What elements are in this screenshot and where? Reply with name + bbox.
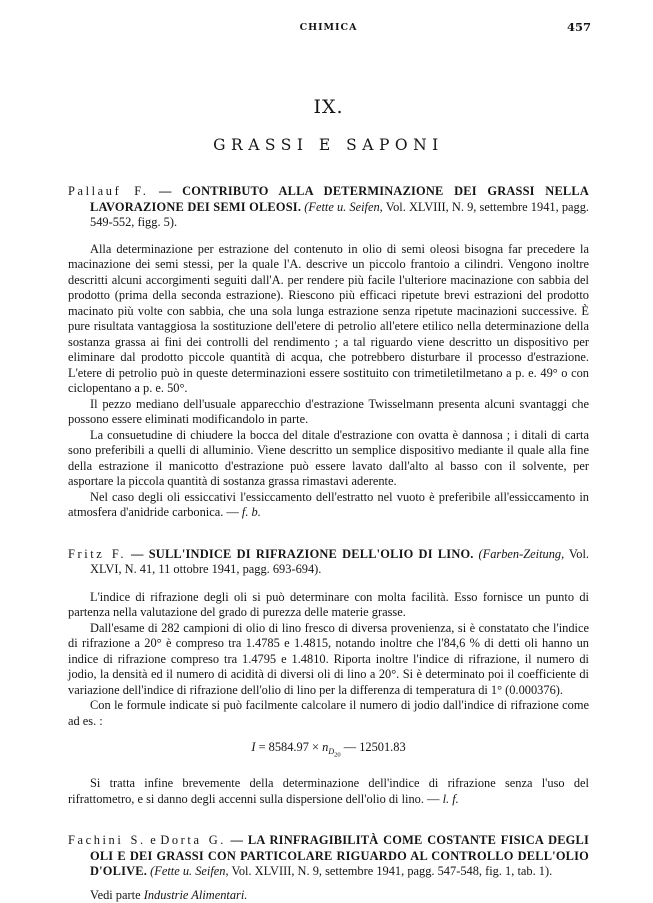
entry-title: — SULL'INDICE DI RIFRAZIONE DELL'OLIO DI LINO. [131,546,474,561]
equation-constant: — 12501.83 [343,740,406,754]
abstract-entry-pallauf [68,184,589,521]
equation-lhs: I [251,740,256,754]
entry-signature: l. f. [442,791,459,806]
entry-author-second: Dorta G. [160,833,226,848]
entry-paragraph [68,490,589,521]
entry-paragraph: La consuetudine di chiudere la bocca del ditale d'estrazione con ovatta è dannosa ; i ditali di carta sono preferibili a quelli di alluminio. Viene descritto un semplice dispositivo mediante il quale alla fine della estrazione il manicotto d'estrazione può essere lavato dall'alto al basso con il solvente, per asportare la piccola quantità di sostanza grassa rimastavi aderente. [68,427,589,488]
entry-paragraph-text: Nel caso degli oli essiccativi l'essiccamento dell'estratto nel vuoto è preferibile all'essiccamento in atmosfera d'anidride carbonica. — [68,489,589,519]
entry-paragraph: Alla determinazione per estrazione del contenuto in olio di semi oleosi bisogna far precedere la macinazione dei semi stessi, per la quale l'A. descrive un piccolo frantoio a cilindri. Vengono inoltre descritti alcuni accorgimenti seguiti dall'A. per rendere più facile l'ulteriore macinazione con sabbia del prodotto (prima della seconda estrazione). Riescono più efficaci ripetute brevi estrazioni del prodotto macinato più volte con sabbia, che una sola lunga estrazione senza ripetute macinazioni successive. È pure risultata vantaggiosa la sostituzione dell'etere di petrolio all'etere etilico nella determinazione della sostanza grassa ai fini dei controlli del rendimento ; a tal riguardo viene descritto un dispositivo per eliminare dal prodotto piccole quantità di acqua, che potrebbero disturbare il processo d'estrazione. L'etere di petrolio può in queste determinazioni essere sostituito con trimetiletilmetano a p. e. 49° o con ciclopentano a p. e. 50°. [68,241,589,395]
equation-variable: n [322,740,329,754]
entry-paragraph: L'indice di rifrazione degli oli si può determinare con molta facilità. Esso fornisce un punto di partenza nella valutazione del grado di purezza delle materie grasse. [68,589,589,619]
equation-coefficient: = 8584.97 × [258,740,320,754]
equation-subscript: D [328,747,335,757]
entry-heading [68,184,589,231]
entry-journal: (Fette u. Seifen, [304,199,383,214]
see-also-note [68,888,589,903]
page-number: 457 [566,20,591,34]
entry-title: — LA RINFRAGIBILITÀ COME COSTANTE FISICA DEGLI OLI E DEI GRASSI CON PARTICOLARE RIGUARDO AL CONTROLLO DELL'OLIO D'OLIVE. [90,833,590,879]
entry-citation: Vol. XLVIII, N. 9, settembre 1941, pagg. 547-548, fig. 1, tab. 1). [231,864,553,879]
section-title: GRASSI E SAPONI [213,136,444,154]
abstract-entry-fachini-dorta [68,833,589,903]
entry-author: Pallauf F. [68,184,149,198]
entry-citation: Vol. XLVIII, N. 9, settembre 1941, pagg. 549-552, figg. 5). [90,199,589,229]
section-number: IX. [313,96,344,118]
entry-journal: (Farben-Zeitung, [478,546,565,561]
abstract-entry-fritz [68,547,589,808]
entry-paragraph: Con le formule indicate si può facilmente calcolare il numero di jodio dall'indice di rifrazione come ad es. : [68,698,589,728]
entry-heading [68,547,589,578]
refraction-equation [68,739,589,764]
entry-title: — CONTRIBUTO ALLA DETERMINAZIONE DEI GRASSI NELLA LAVORAZIONE DEI SEMI OLEOSI. [90,184,589,214]
running-header [68,18,589,36]
entry-author: Fritz F. [68,546,127,561]
entry-author-conjunction: e [150,833,156,848]
entry-citation: Vol. XLVI, N. 41, 11 ottobre 1941, pagg. 693-694). [90,546,589,576]
see-also-reference: Industrie Alimentari. [143,887,248,902]
entry-paragraph: Il pezzo mediano dell'usuale apparecchio d'estrazione Twisselmann presenta alcuni svantaggi che possono essere eliminati modificandolo in parte. [68,396,589,426]
see-also-prefix: Vedi parte [90,887,141,902]
equation-subsubscript: 20 [334,752,341,760]
running-title: CHIMICA [299,22,358,33]
entry-signature: f. b. [241,505,261,519]
entry-paragraph [68,776,589,807]
entry-heading [68,833,589,880]
entry-author: Fachini S. [68,833,146,848]
entry-journal: (Fette u. Seifen, [150,864,229,879]
entry-paragraph: Dall'esame di 282 campioni di olio di lino fresco di diversa provenienza, si è constatato che l'indice di rifrazione a 20° è compreso tra 1.4785 e 1.4815, notando inoltre che l'84,6 % di detti oli hanno un indice di rifrazione compreso tra 1.4795 e 1.4810. Riporta inoltre l'indice di rifrazione, il numero di jodio, la densità ed il numero di acidità di diversi oli di lino a 20°. Si è determinato poi il coefficiente di variazione dell'indice di rifrazione dell'olio di lino per la differenza di temperatura di 1° (0.000376). [68,620,589,697]
entry-closing-text: Si tratta infine brevemente della determinazione dell'indice di rifrazione senza l'uso del rifrattometro, e si danno degli accenni sulla dispersione dell'olio di lino. — [68,776,589,806]
